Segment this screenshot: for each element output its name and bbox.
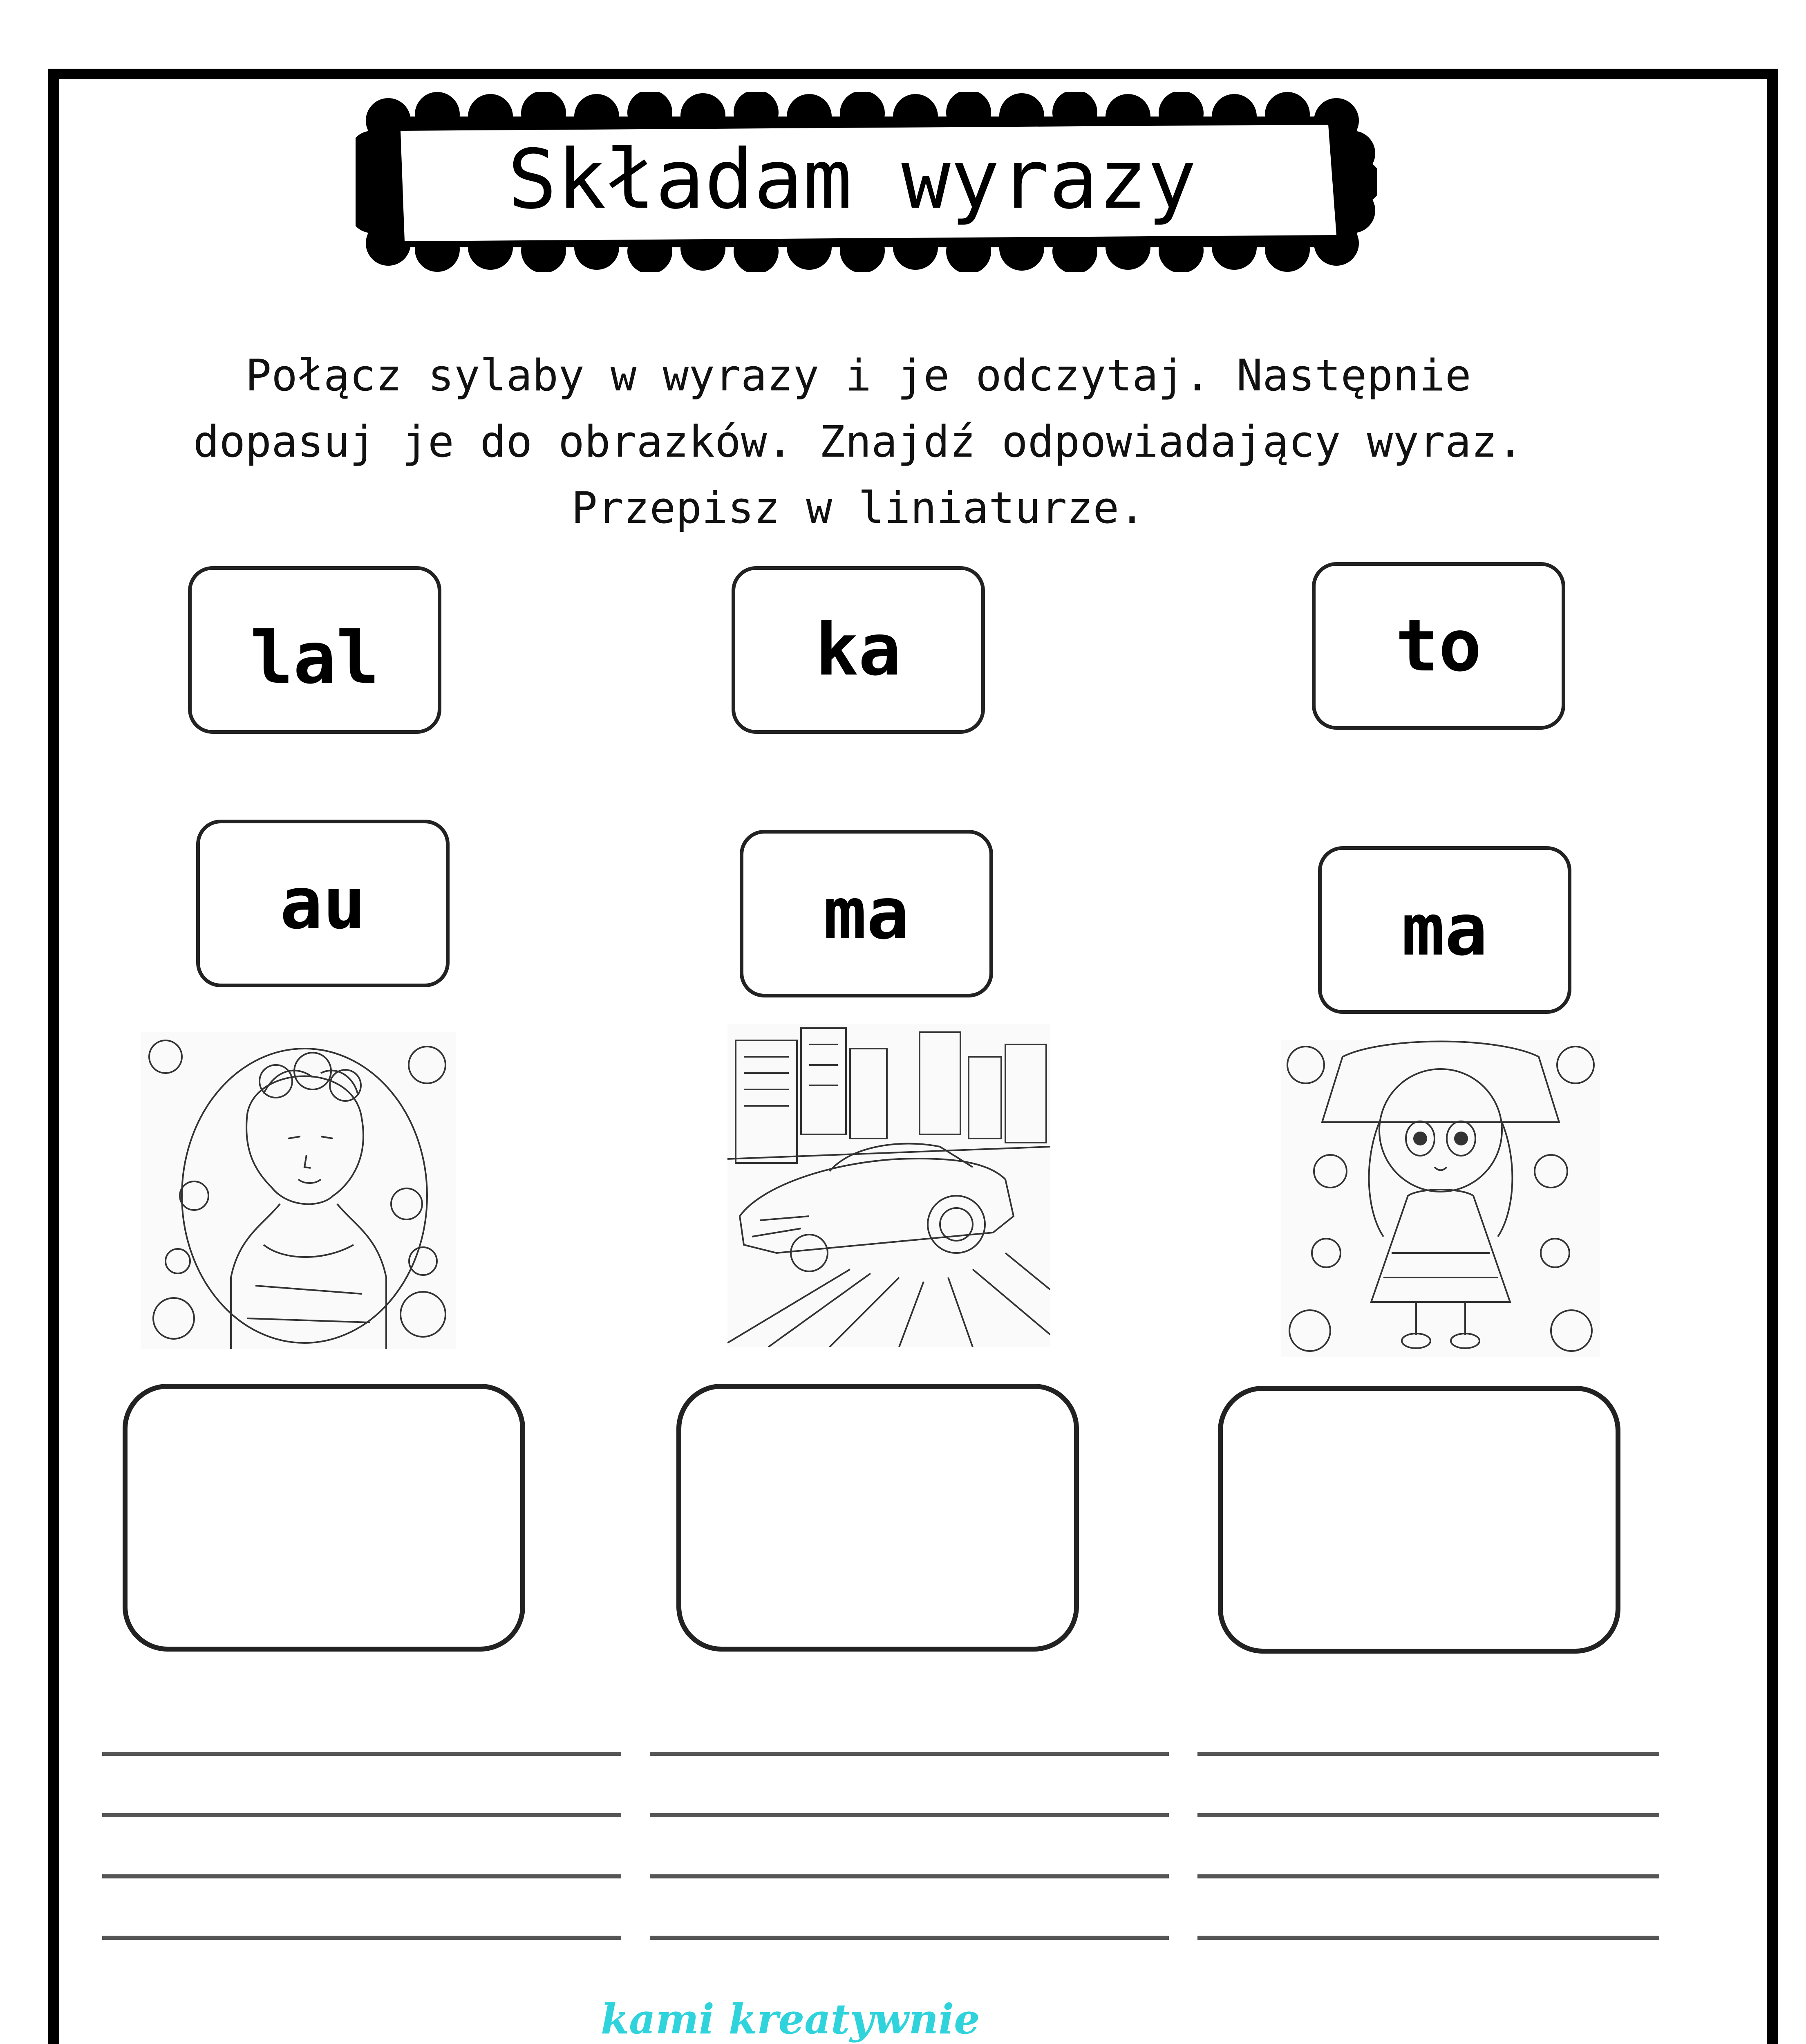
woman-portrait-image: [141, 1032, 456, 1349]
syllable-tile[interactable]: lal: [188, 566, 441, 734]
syllable-tile[interactable]: ma: [740, 830, 993, 997]
handwriting-lines: [98, 1746, 1663, 1950]
page-title: Składam wyrazy: [508, 132, 1197, 227]
instructions-text: Połącz sylaby w wyrazy i je odczytaj. Następnie dopasuj je do obrazków. Znajdź odpowiadający wyraz. Przepisz w liniaturze.: [193, 350, 1524, 533]
answer-box[interactable]: [123, 1384, 525, 1652]
sports-car-image: [727, 1024, 1050, 1347]
syllable-tile[interactable]: ma: [1318, 846, 1571, 1014]
syllable-tile[interactable]: au: [196, 820, 450, 987]
answer-box[interactable]: [676, 1384, 1079, 1652]
answer-box[interactable]: [1218, 1386, 1620, 1654]
syllable-tile[interactable]: ka: [732, 566, 985, 734]
syllable-tile[interactable]: to: [1312, 562, 1565, 730]
doll-girl-image: [1281, 1040, 1600, 1357]
brand-text: kami kreatywnie: [601, 1995, 980, 2043]
